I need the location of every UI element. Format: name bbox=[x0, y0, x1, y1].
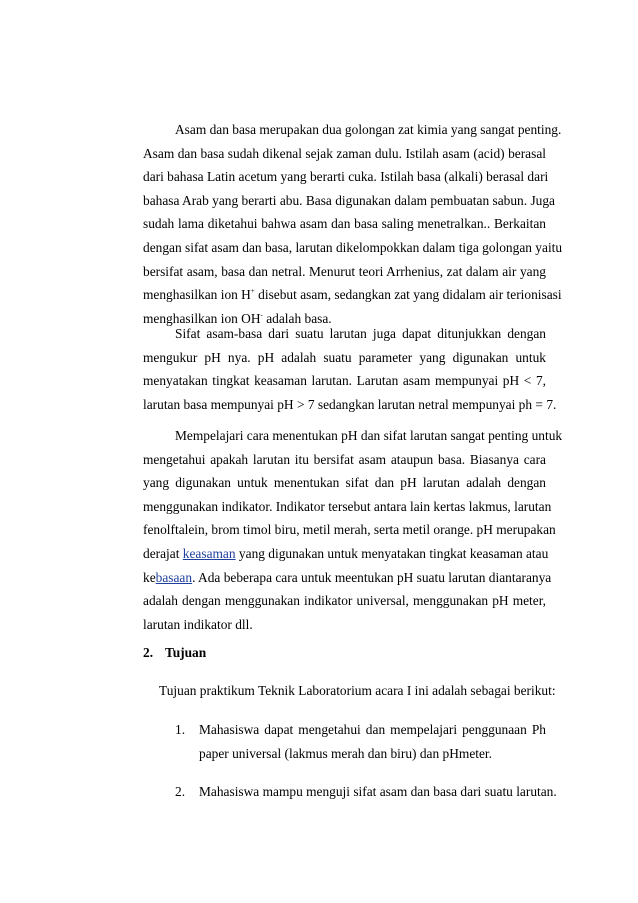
text-fragment: menghasilkan ion H bbox=[143, 287, 251, 303]
list-item-number: 1. bbox=[175, 722, 186, 737]
text-fragment: yang digunakan untuk menyatakan tingkat keasaman atau bbox=[235, 545, 549, 561]
section-heading-tujuan bbox=[143, 645, 206, 661]
text-line bbox=[143, 566, 552, 590]
text-line: fenolftalein, brom timol biru, metil merah, serta metil orange. pH merupakan bbox=[143, 522, 556, 538]
text-line: mengetahui apakah larutan itu bersifat asam ataupun basa. Biasanya cara bbox=[143, 451, 546, 467]
text-line: bersifat asam, basa dan netral. Menurut teori Arrhenius, zat dalam air yang bbox=[143, 263, 546, 279]
keasaman-link[interactable]: keasaman bbox=[182, 545, 236, 561]
text-fragment: disebut asam, sedangkan zat yang didalam air terionisasi bbox=[254, 287, 562, 303]
superscript-plus: + bbox=[250, 287, 255, 296]
text-line bbox=[143, 542, 549, 566]
list-item-text bbox=[199, 780, 557, 804]
text-line: Mahasiswa mampu menguji sifat asam dan basa dari suatu larutan. bbox=[199, 784, 557, 799]
text-fragment: . Ada beberapa cara untuk meentukan pH suatu larutan diantaranya bbox=[192, 569, 552, 585]
text-line: Mempelajari cara menentukan pH dan sifat larutan sangat penting untuk bbox=[175, 428, 563, 443]
section-title: Tujuan bbox=[165, 645, 207, 660]
basaan-link[interactable]: basaan bbox=[155, 569, 193, 585]
text-line: Mahasiswa dapat mengetahui dan mempelajari penggunaan Ph bbox=[199, 722, 546, 737]
paragraph-ph-definition bbox=[143, 322, 557, 416]
text-line: larutan indikator dll. bbox=[143, 616, 253, 632]
paragraph-intro-acid-base bbox=[143, 118, 563, 330]
text-line: larutan basa mempunyai pH > 7 sedangkan larutan netral mempunyai ph = 7. bbox=[143, 396, 557, 412]
list-item-number: 2. bbox=[175, 784, 186, 799]
text-line: Asam dan basa merupakan dua golongan zat kimia yang sangat penting. bbox=[175, 122, 562, 137]
list-item-text bbox=[199, 718, 546, 765]
text-line: Sifat asam-basa dari suatu larutan juga dapat ditunjukkan dengan bbox=[175, 326, 546, 341]
section-intro: Tujuan praktikum Teknik Laboratorium acara I ini adalah sebagai berikut: bbox=[159, 683, 556, 698]
text-line: menggunakan indikator. Indikator tersebut antara lain kertas lakmus, larutan bbox=[143, 498, 552, 514]
text-fragment: menghasilkan ion OH bbox=[143, 310, 261, 326]
paragraph-ph-methods bbox=[143, 424, 563, 636]
text-line: bahasa Arab yang berarti abu. Basa digunakan dalam pembuatan sabun. Juga bbox=[143, 192, 555, 208]
superscript-minus: - bbox=[260, 310, 263, 319]
text-line: dari bahasa Latin acetum yang berarti cuka. Istilah basa (alkali) berasal dari bbox=[143, 169, 549, 185]
text-line: dengan sifat asam dan basa, larutan dikelompokkan dalam tiga golongan yaitu bbox=[143, 239, 563, 255]
text-line: Asam dan basa sudah dikenal sejak zaman dulu. Istilah asam (acid) berasal bbox=[143, 145, 546, 161]
text-fragment: adalah basa. bbox=[262, 310, 332, 326]
text-fragment: ke bbox=[143, 569, 156, 585]
text-line: yang digunakan untuk menentukan sifat dan pH larutan adalah dengan bbox=[143, 475, 546, 491]
text-line: paper universal (lakmus merah dan biru) dan pHmeter. bbox=[199, 745, 493, 761]
section-number: 2. bbox=[143, 645, 154, 660]
text-line: mengukur pH nya. pH adalah suatu parameter yang digunakan untuk bbox=[143, 349, 546, 365]
text-line bbox=[143, 283, 562, 307]
text-line: sudah lama diketahui bahwa asam dan basa saling menetralkan.. Berkaitan bbox=[143, 216, 546, 232]
text-fragment: derajat bbox=[143, 545, 183, 561]
text-line: menyatakan tingkat keasaman larutan. Larutan asam mempunyai pH < 7, bbox=[143, 373, 546, 389]
text-line: adalah dengan menggunakan indikator universal, menggunakan pH meter, bbox=[143, 593, 546, 609]
